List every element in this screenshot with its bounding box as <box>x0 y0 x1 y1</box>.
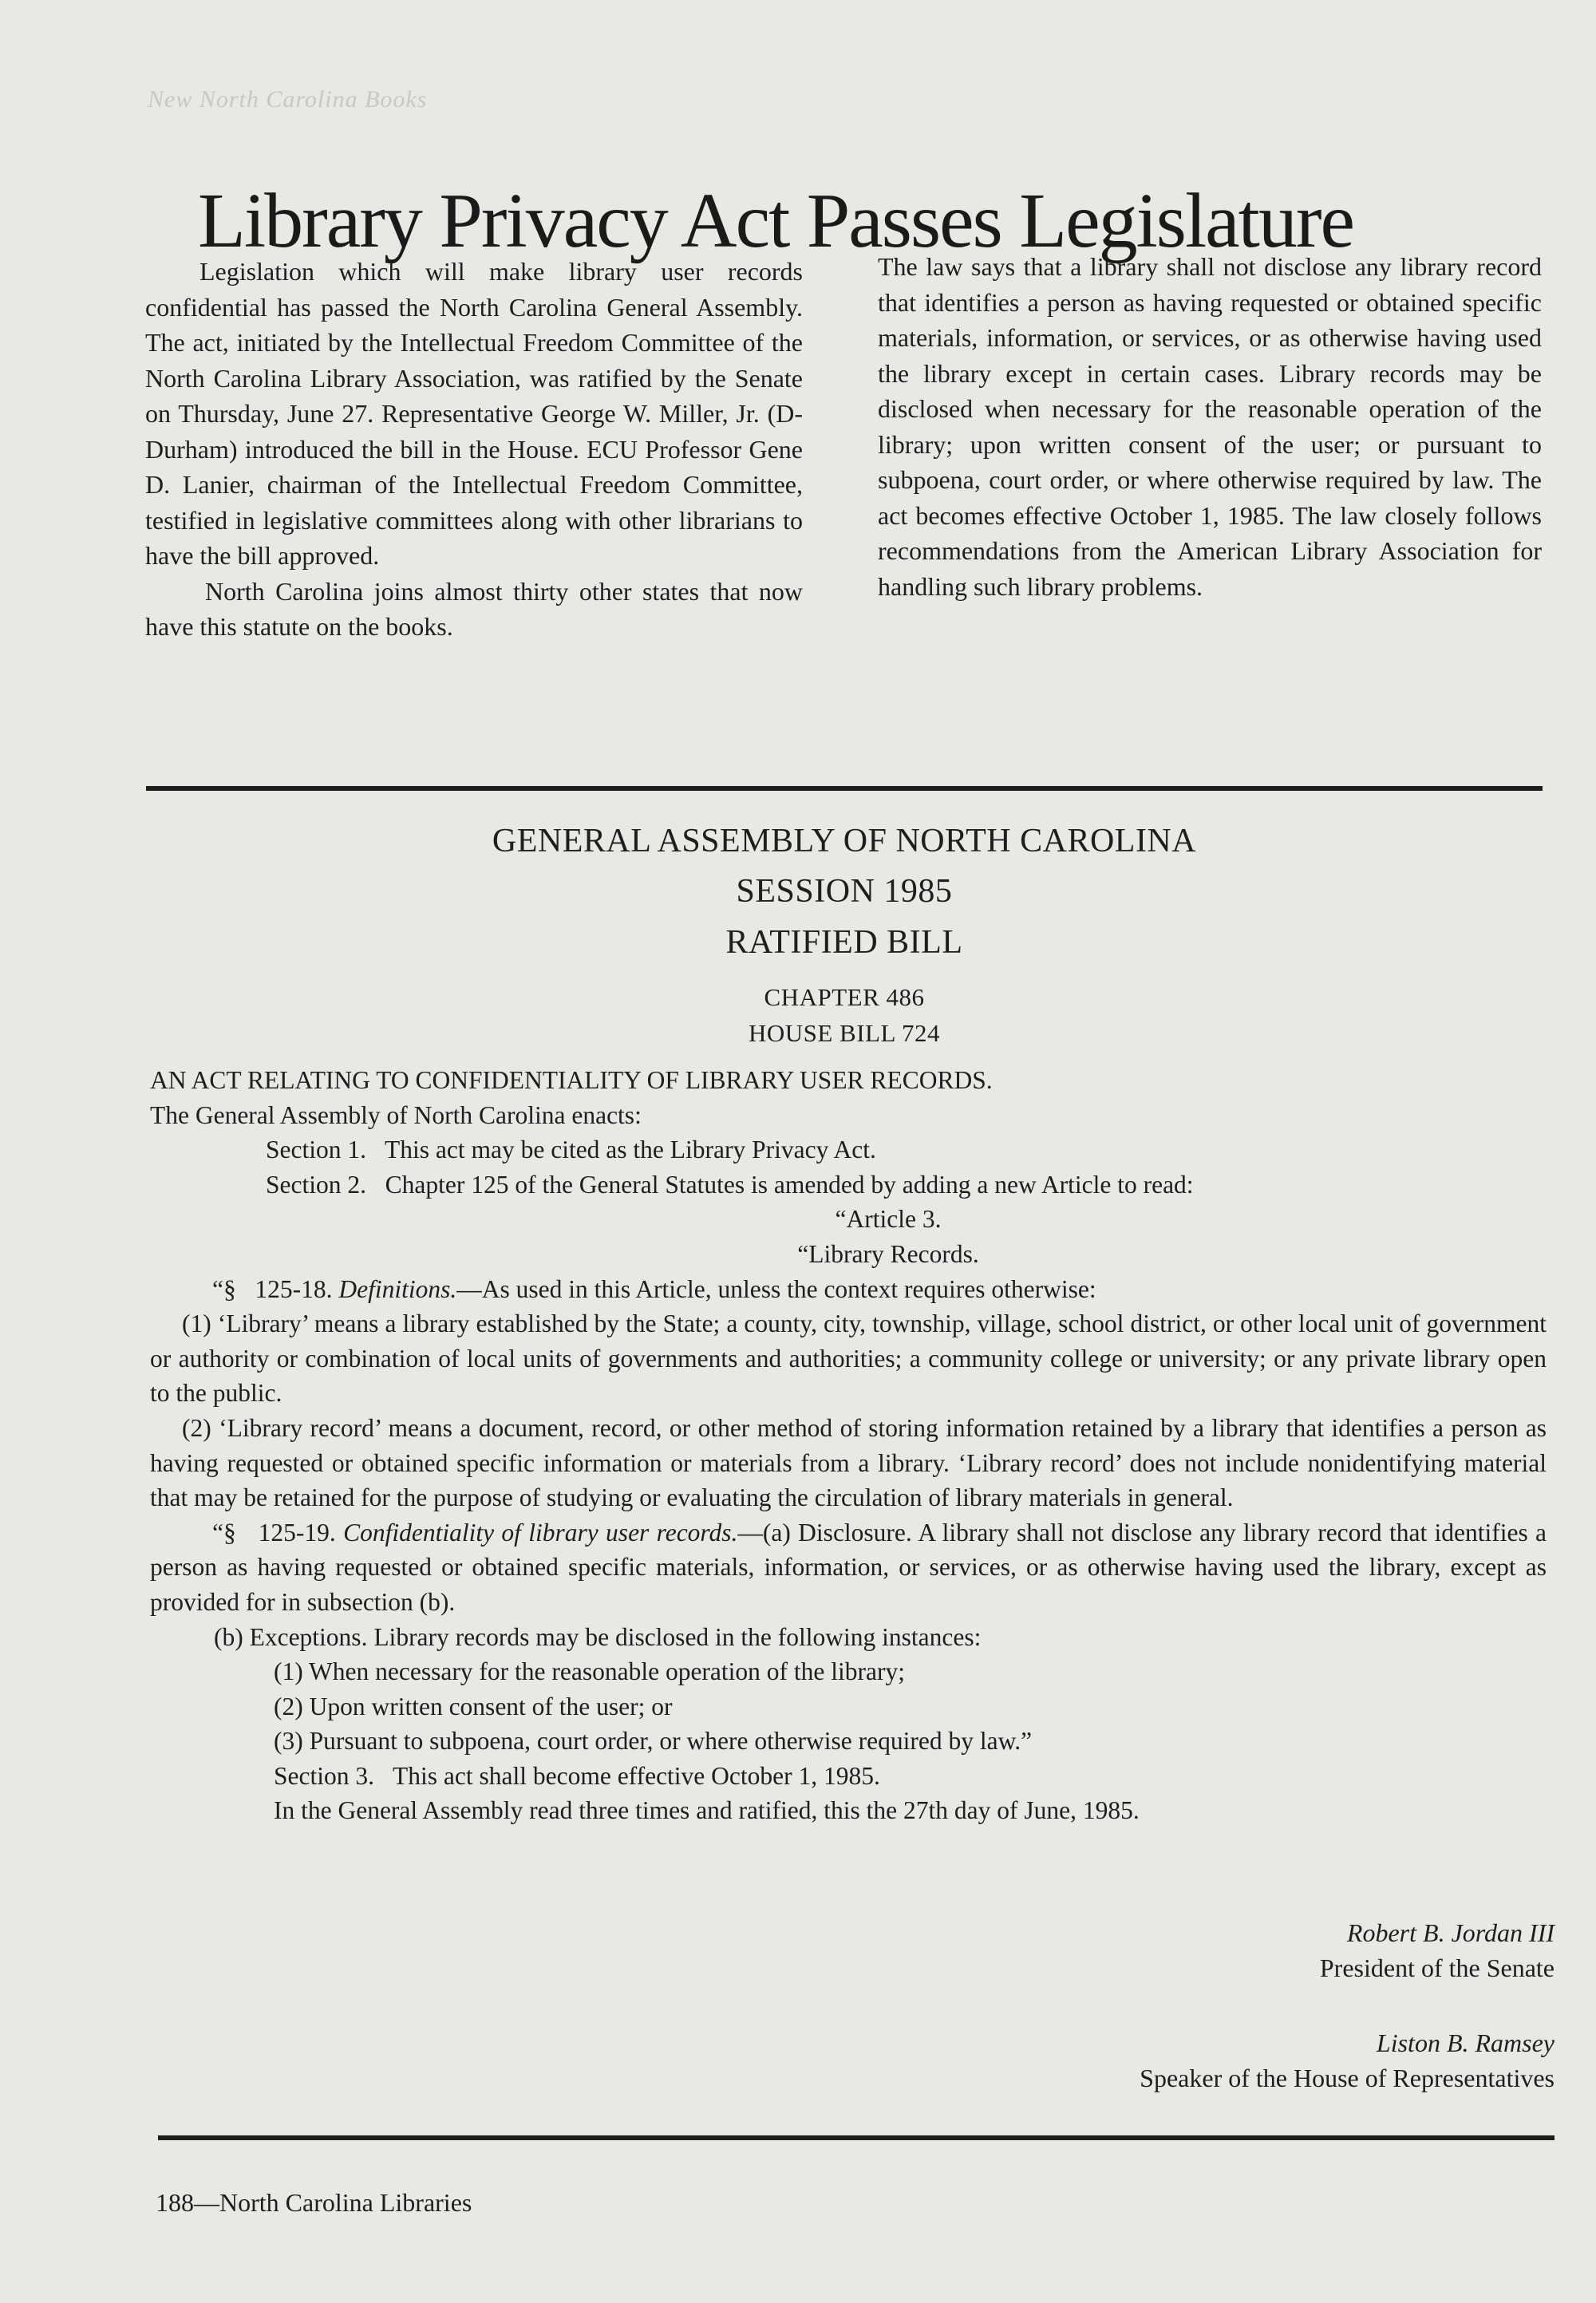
section-divider-bottom <box>158 2135 1555 2140</box>
section-divider-top <box>146 786 1543 791</box>
bill-assembly-heading: GENERAL ASSEMBLY OF NORTH CAROLINA <box>492 823 1197 859</box>
statute-number: “§ 125-19. <box>212 1518 336 1547</box>
statute-125-18 <box>150 1272 1547 1307</box>
statute-number: “§ 125-18. <box>212 1274 333 1303</box>
article-paragraph: Legislation which will make library user records confidential has passed the North Carolina General Assembly. The act, initiated by the Intellectual Freedom Committee of the North Carolina Library Association, was ratified by the Senate on Thursday, June 27. Representative George W. Miller, Jr. (D-Durham) introduced the bill in the House. ECU Professor Gene D. Lanier, chairman of the Intellectual Freedom Committee, testified in legislative committees along with other librarians to have the bill approved. <box>145 257 803 570</box>
article-right-column <box>878 249 1542 604</box>
ratification-statement: In the General Assembly read three times and ratified, this the 27th day of June, 1985. <box>274 1796 1140 1825</box>
signatory-title: President of the Senate <box>1319 1953 1555 1982</box>
article-paragraph: The law says that a library shall not disclose any library record that identifies a person as having requested or obtained specific materials, information, or services, or as otherwise having used the library except in certain cases. Library records may be disclosed when necessary for the reasonable operation of the library; upon written consent of the user; or pursuant to subpoena, court order, or where otherwise required by law. The act becomes effective October 1, 1985. The law closely follows recommendations from the American Library Association for handling such library problems. <box>878 252 1542 601</box>
signatory-name: Robert B. Jordan III <box>1346 1918 1555 1947</box>
act-title: AN ACT RELATING TO CONFIDENTIALITY OF LIBRARY USER RECORDS. <box>150 1066 993 1094</box>
section-2: Section 2. Chapter 125 of the General Statutes is amended by adding a new Article to read: <box>266 1170 1194 1199</box>
page-footer: 188—North Carolina Libraries <box>156 2188 472 2217</box>
section-3: Section 3. This act shall become effective October 1, 1985. <box>274 1761 880 1790</box>
bleed-through-header: New North Carolina Books <box>148 86 428 113</box>
bill-chapter: CHAPTER 486 <box>764 983 925 1011</box>
enacting-clause: The General Assembly of North Carolina enacts: <box>150 1100 642 1129</box>
exception-1: (1) When necessary for the reasonable operation of the library; <box>274 1657 905 1686</box>
bill-session-heading: SESSION 1985 <box>736 873 953 910</box>
article-paragraph: North Carolina joins almost thirty other states that now have this statute on the books. <box>145 576 803 641</box>
statute-125-19 <box>150 1515 1547 1620</box>
exceptions-heading: (b) Exceptions. Library records may be disclosed in the following instances: <box>214 1622 982 1651</box>
statute-text: —(a) Disclosure. A library shall not disclose any library record that identifies a person as having requested or obtained specific materials, information, or services, or as otherwise having used the library, except as provided for in subsection (b). <box>150 1518 1547 1616</box>
section-1: Section 1. This act may be cited as the Library Privacy Act. <box>266 1136 876 1164</box>
article-name: “Library Records. <box>797 1239 979 1268</box>
exception-3: (3) Pursuant to subpoena, court order, or where otherwise required by law.” <box>274 1727 1033 1756</box>
statute-heading: Definitions. <box>338 1274 457 1303</box>
bill-status-heading: RATIFIED BILL <box>725 924 963 961</box>
signatory-name: Liston B. Ramsey <box>1376 2028 1555 2057</box>
article-title: Library Privacy Act Passes Legislature <box>198 177 1354 264</box>
bill-number: HOUSE BILL 724 <box>748 1019 941 1047</box>
article-number: “Article 3. <box>835 1205 942 1234</box>
exception-2: (2) Upon written consent of the user; or <box>274 1692 673 1720</box>
signature-block-house <box>1140 2025 1555 2096</box>
signature-block-senate <box>1320 1915 1555 1985</box>
statute-heading: Confidentiality of library user records. <box>343 1518 738 1547</box>
article-left-column <box>145 254 803 645</box>
statute-text: —As used in this Article, unless the context requires otherwise: <box>456 1274 1096 1303</box>
bill-text <box>150 1063 1547 1828</box>
definition-library: (1) ‘Library’ means a library established by the State; a county, city, township, village, school district, or other local unit of government or authority or combination of local units of governments and authorities; a community college or university; or any private library open to the public. <box>150 1310 1547 1408</box>
definition-library-record: (2) ‘Library record’ means a document, record, or other method of storing information retained by a library that identifies a person as having requested or obtained specific information or materials from a library. ‘Library record’ does not include nonidentifying material that may be retained for the purpose of studying or evaluating the circulation of library materials in general. <box>150 1413 1547 1512</box>
signatory-title: Speaker of the House of Representatives <box>1140 2064 1555 2092</box>
